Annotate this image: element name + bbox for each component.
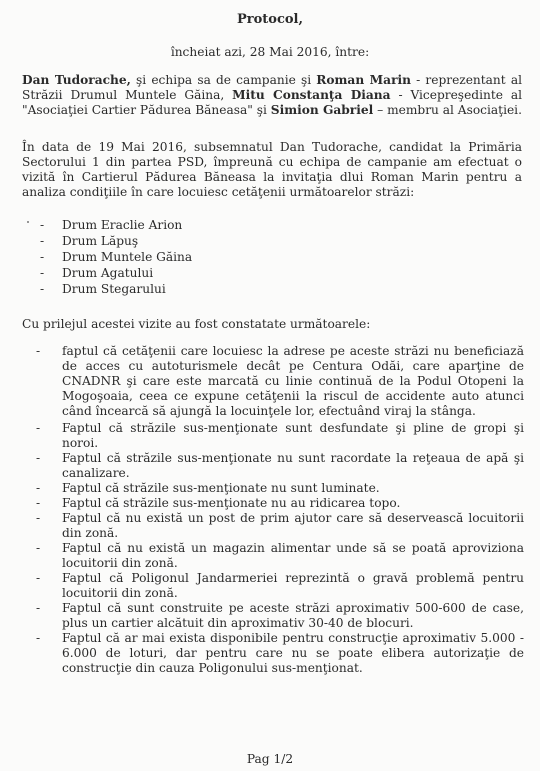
list-item: - faptul că cetăţenii care locuiesc la adrese pe aceste străzi nu beneficiază de acces cu autoturismele decât pe Centura Odăi, care aparţine de CNADNR şi care este marcată cu linie continuă de la Podul Otopeni la Mogoşoaia, ceea ce expune cetăţenii la riscul de accidente auto atunci când încearcă să ajungă la locuinţele lor, efectuând viraj la stânga. <box>36 344 524 418</box>
party-name: Roman Marin <box>316 73 411 87</box>
party-name: Simion Gabriel <box>270 103 374 117</box>
finding-text: Faptul că străzile sus-menţionate nu sunt racordate la reţeaua de apă şi canalizare. <box>62 451 524 480</box>
list-item: - Drum Eraclie Arion <box>40 218 183 232</box>
text-fragment: – membru al Asociaţiei. <box>373 103 522 117</box>
finding-text: Faptul că sunt construite pe aceste străzi aproximativ 500-600 de case, plus un cartier alcătuit din aproximativ 30-40 de blocuri. <box>62 601 524 630</box>
document-title: Protocol, <box>236 12 304 27</box>
parties-paragraph <box>22 73 522 118</box>
list-item: - Drum Muntele Găina <box>40 250 193 264</box>
list-item: - Faptul că străzile sus-menţionate sunt desfundate şi pline de gropi şi noroi. <box>36 421 524 450</box>
visit-paragraph: În data de 19 Mai 2016, subsemnatul Dan Tudorache, candidat la Primăria Sectorului 1 din partea PSD, împreună cu echipa de campanie am efectuat o vizită în Cartierul Pădurea Băneasa la invitaţia dlui Roman Marin pentru a analiza condiţiile în care locuiesc cetăţenii următoarelor străzi: <box>22 140 522 199</box>
scan-mark <box>27 221 29 223</box>
street-name: Drum Lăpuş <box>62 234 139 248</box>
finding-text: Faptul că străzile sus-menţionate nu au ridicarea topo. <box>62 496 401 510</box>
finding-text: Faptul că nu există un post de prim ajutor care să deservească locuitorii din zonă. <box>62 511 524 540</box>
list-item: - Faptul că ar mai exista disponibile pentru construcţie aproximativ 5.000 - 6.000 de loturi, dar pentru care nu se poate elibera autorizaţie de construcţie din cauza Poligonului sus-menţionat. <box>36 631 524 675</box>
page-number: Pag 1/2 <box>246 752 294 766</box>
finding-text: Faptul că străzile sus-menţionate sunt desfundate şi pline de gropi şi noroi. <box>62 421 524 450</box>
list-item: - Faptul că nu există un post de prim ajutor care să deservească locuitorii din zonă. <box>36 511 524 540</box>
party-name: Mitu Constanţa Diana <box>232 88 391 102</box>
date-line: încheiat azi, 28 Mai 2016, între: <box>170 45 370 59</box>
list-item: - Faptul că Poligonul Jandarmeriei reprezintă o gravă problemă pentru locuitorii din zonă. <box>36 571 524 600</box>
streets-list <box>40 218 192 298</box>
party-name: Dan Tudorache, <box>22 73 131 87</box>
list-item: - Drum Lăpuş <box>40 234 139 248</box>
list-item: - Faptul că nu există un magazin alimentar unde să se poată aproviziona locuitorii din zonă. <box>36 541 524 570</box>
text-fragment: - Vicepreşedinte al "Asociaţiei Cartier Pădurea Băneasa" şi <box>22 88 522 117</box>
text-fragment: - reprezentant al Străzii Drumul Muntele Găina, <box>22 73 522 102</box>
list-item: - Faptul că sunt construite pe aceste străzi aproximativ 500-600 de case, plus un cartier alcătuit din aproximativ 30-40 de blocuri. <box>36 601 524 630</box>
list-item: - Drum Stegarului <box>40 282 166 296</box>
text-fragment: şi echipa sa de campanie şi <box>130 73 317 87</box>
street-name: Drum Eraclie Arion <box>62 218 183 232</box>
list-item: - Drum Agatului <box>40 266 154 280</box>
list-item: - Faptul că străzile sus-menţionate nu sunt luminate. <box>36 481 380 495</box>
street-name: Drum Muntele Găina <box>62 250 193 264</box>
list-item: - Faptul că străzile sus-menţionate nu au ridicarea topo. <box>36 496 401 510</box>
finding-text: Faptul că ar mai exista disponibile pentru construcţie aproximativ 5.000 - 6.000 de loturi, dar pentru care nu se poate elibera autorizaţie de construcţie din cauza Poligonului sus-menţionat. <box>62 631 524 675</box>
findings-list <box>36 344 524 676</box>
finding-text: Faptul că Poligonul Jandarmeriei reprezintă o gravă problemă pentru locuitorii din zonă. <box>62 571 524 600</box>
finding-text: faptul că cetăţenii care locuiesc la adrese pe aceste străzi nu beneficiază de acces cu autoturismele decât pe Centura Odăi, care aparţine de CNADNR şi care este marcată cu linie continuă de la Podul Otopeni la Mogoşoaia, ceea ce expune cetăţenii la riscul de accidente auto atunci când încearcă să ajungă la locuinţele lor, efectuând viraj la stânga. <box>62 344 524 418</box>
finding-text: Faptul că străzile sus-menţionate nu sunt luminate. <box>62 481 380 495</box>
list-item: - Faptul că străzile sus-menţionate nu sunt racordate la reţeaua de apă şi canalizare. <box>36 451 524 480</box>
street-name: Drum Stegarului <box>62 282 166 296</box>
street-name: Drum Agatului <box>62 266 154 280</box>
findings-lead: Cu prilejul acestei vizite au fost constatate următoarele: <box>22 317 371 331</box>
finding-text: Faptul că nu există un magazin alimentar unde să se poată aproviziona locuitorii din zonă. <box>62 541 524 570</box>
